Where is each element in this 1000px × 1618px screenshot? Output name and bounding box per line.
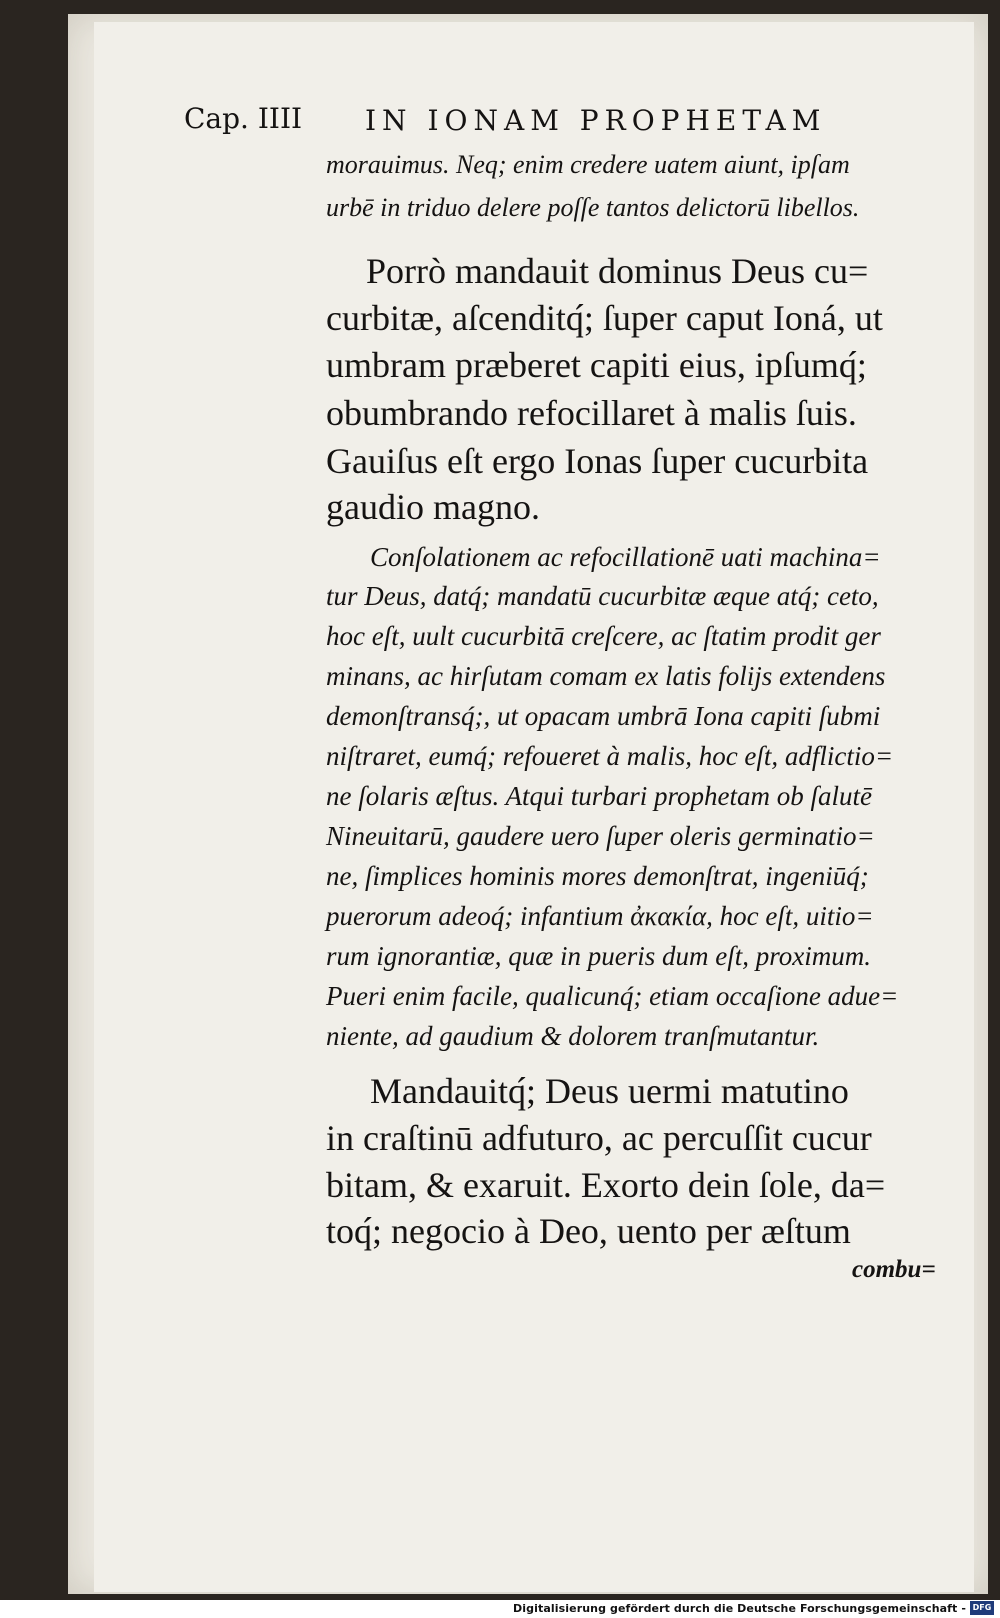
commentary-line: Conſolationem ac refocillationē uati machina=	[370, 542, 881, 572]
chapter-heading: Cap. IIII	[184, 102, 303, 135]
scripture-line: Porrò mandauit dominus Deus cu=	[366, 251, 869, 291]
scripture-line: Mandauitq́; Deus uermi matutino	[370, 1071, 849, 1111]
scripture-line: in craſtinū adfuturo, ac percuſſit cucur	[326, 1118, 872, 1158]
commentary-line: hoc eſt, uult cucurbitā creſcere, ac ſtatim prodit ger	[326, 621, 881, 651]
scripture-line: obumbrando refocillaret à malis ſuis.	[326, 393, 857, 433]
commentary-line: puerorum adeoq́; infantium ἀκακία, hoc eſt, uitio=	[326, 901, 874, 931]
scripture-line: Gauiſus eſt ergo Ionas ſuper cucurbita	[326, 441, 869, 481]
scripture-line: bitam, & exaruit. Exorto dein ſole, da=	[326, 1165, 886, 1205]
catchword: combu=	[852, 1256, 936, 1283]
commentary-line: niente, ad gaudium & dolorem tranſmutantur.	[326, 1021, 820, 1051]
text-line: morauimus. Neq; enim credere uatem aiunt, ipſam	[326, 150, 850, 179]
running-title: IN IONAM PROPHETAM	[365, 104, 827, 137]
text-line: urbē in triduo delere poſſe tantos delictorū libellos.	[326, 193, 860, 222]
scripture-line: curbitæ, aſcenditq́; ſuper caput Ioná, ut	[326, 298, 883, 338]
commentary-line: ne ſolaris æſtus. Atqui turbari prophetam ob ſalutē	[326, 781, 873, 811]
commentary-line: ne, ſimplices hominis mores demonſtrat, ingeniūq́;	[326, 861, 869, 891]
commentary-line: rum ignorantiæ, quæ in pueris dum eſt, proximum.	[326, 941, 872, 971]
scripture-line: umbram præberet capiti eius, ipſumq́;	[326, 345, 867, 385]
commentary-line: tur Deus, datq́; mandatū cucurbitæ æque atq́; ceto,	[326, 581, 879, 611]
commentary-line: demonſtransq́;, ut opacam umbrā Iona capiti ſubmi	[326, 701, 881, 731]
scripture-line: gaudio magno.	[326, 487, 540, 527]
commentary-line: minans, ac hirſutam comam ex latis folijs extendens	[326, 661, 886, 691]
commentary-line: niſtraret, eumq́; refoueret à malis, hoc eſt, adflictio=	[326, 741, 894, 771]
dfg-logo: DFG	[970, 1601, 994, 1615]
funding-credit: Digitalisierung gefördert durch die Deutsche Forschungsgemeinschaft -	[513, 1602, 966, 1615]
commentary-line: Nineuitarū, gaudere uero ſuper oleris germinatio=	[326, 821, 875, 851]
scripture-line: toq́; negocio à Deo, uento per æſtum	[326, 1211, 851, 1251]
commentary-line: Pueri enim facile, qualicunq́; etiam occaſione adue=	[326, 981, 899, 1011]
